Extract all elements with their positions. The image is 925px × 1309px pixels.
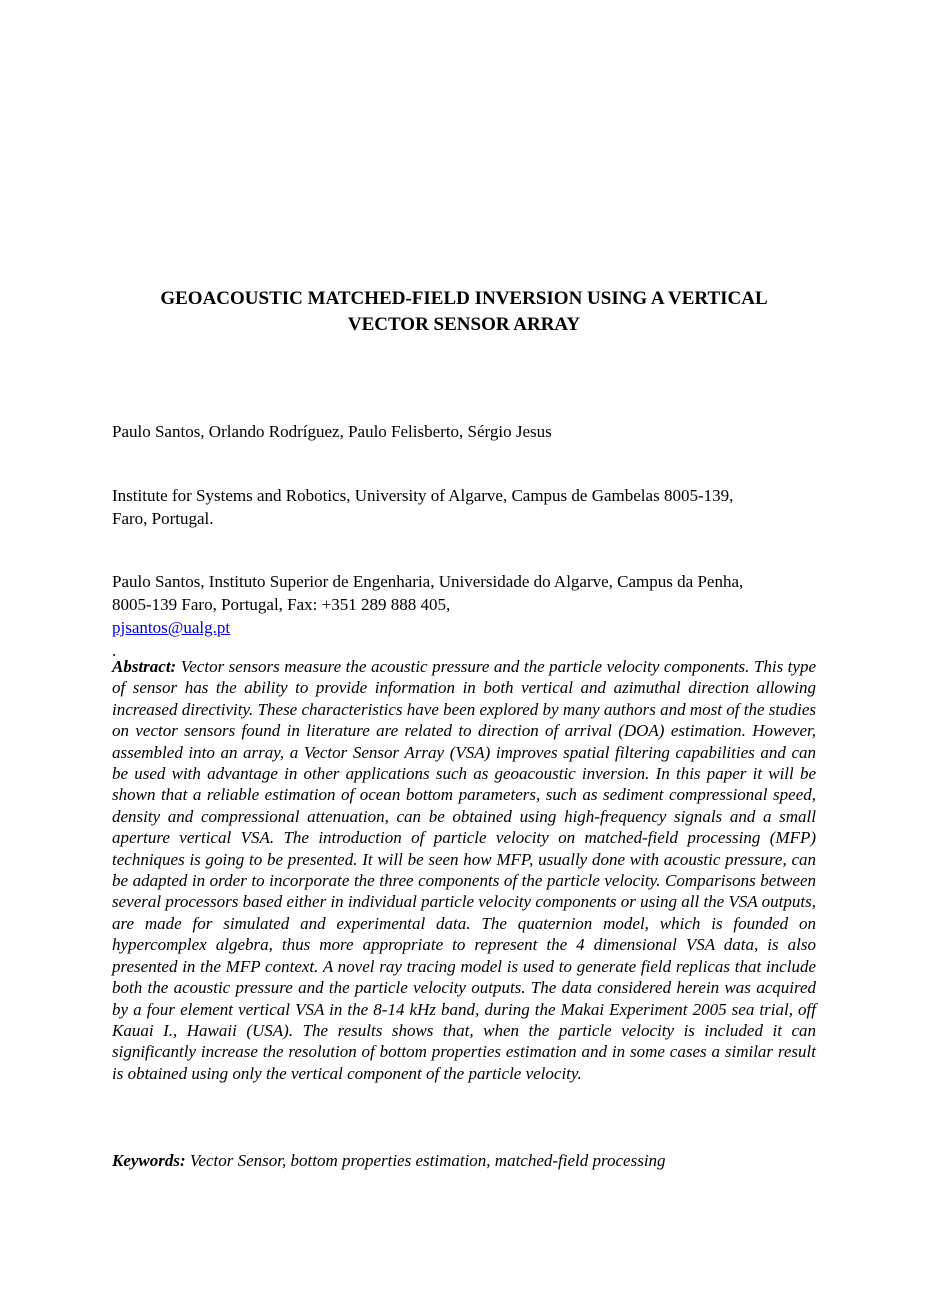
author-list: Paulo Santos, Orlando Rodríguez, Paulo Felisberto, Sérgio Jesus — [112, 422, 552, 441]
affiliation-primary — [112, 484, 816, 530]
abstract-paragraph — [112, 656, 816, 1084]
keywords-label: Keywords: — [112, 1151, 186, 1170]
abstract-label: Abstract: — [112, 657, 177, 676]
affiliation-primary-line-2: Faro, Portugal. — [112, 509, 214, 528]
affiliation-contact-line-2 — [112, 593, 816, 662]
email-link[interactable]: pjsantos@ualg.pt — [112, 618, 231, 637]
paper-title-line-1: GEOACOUSTIC MATCHED-FIELD INVERSION USING A VERTICAL — [160, 288, 768, 309]
keywords-line — [112, 1150, 816, 1172]
contact-details: 8005-139 Faro, Portugal, Fax: +351 289 888 405, — [112, 595, 451, 614]
paper-title — [112, 286, 816, 338]
affiliation-primary-line-1: Institute for Systems and Robotics, University of Algarve, Campus de Gambelas 8005-139, — [112, 486, 734, 505]
contact-period: . — [112, 641, 117, 660]
affiliation-contact — [112, 570, 816, 662]
abstract-text: Vector sensors measure the acoustic pressure and the particle velocity components. This type of sensor has the ability to provide information in both vertical and azimuthal direction allowing increased directivity. These characteristics have been explored by many authors and most of the studies on vector sensors found in literature are related to direction of arrival (DOA) estimation. However, assembled into an array, a Vector Sensor Array (VSA) improves spatial filtering capabilities and can be used with advantage in other applications such as geoacoustic inversion. In this paper it will be shown that a reliable estimation of ocean bottom parameters, such as sediment compressional speed, density and compressional attenuation, can be obtained using high-frequency signals and a small aperture vertical VSA. The introduction of particle velocity on matched-field processing (MFP) techniques is going to be presented. It will be seen how MFP, usually done with acoustic pressure, can be adapted in order to incorporate the three components of the particle velocity. Comparisons between several processors based either in individual particle velocity components or using all the VSA outputs, are made for simulated and experimental data. The quaternion model, which is founded on hypercomplex algebra, thus more appropriate to represent the 4 dimensional VSA data, is also presented in the MFP context. A novel ray tracing model is used to generate field replicas that include both the acoustic pressure and the particle velocity outputs. The data considered herein was acquired by a four element vertical VSA in the 8-14 kHz band, during the Makai Experiment 2005 sea trial, off Kauai I., Hawaii (USA). The results shows that, when the particle velocity is included it can significantly increase the resolution of bottom properties estimation and in some cases a similar result is obtained using only the vertical component of the particle velocity. — [112, 657, 817, 1083]
keywords-text: Vector Sensor, bottom properties estimation, matched-field processing — [189, 1151, 666, 1170]
affiliation-contact-line-1: Paulo Santos, Instituto Superior de Engenharia, Universidade do Algarve, Campus da Penha, — [112, 572, 744, 591]
paper-title-line-2: VECTOR SENSOR ARRAY — [347, 314, 581, 335]
